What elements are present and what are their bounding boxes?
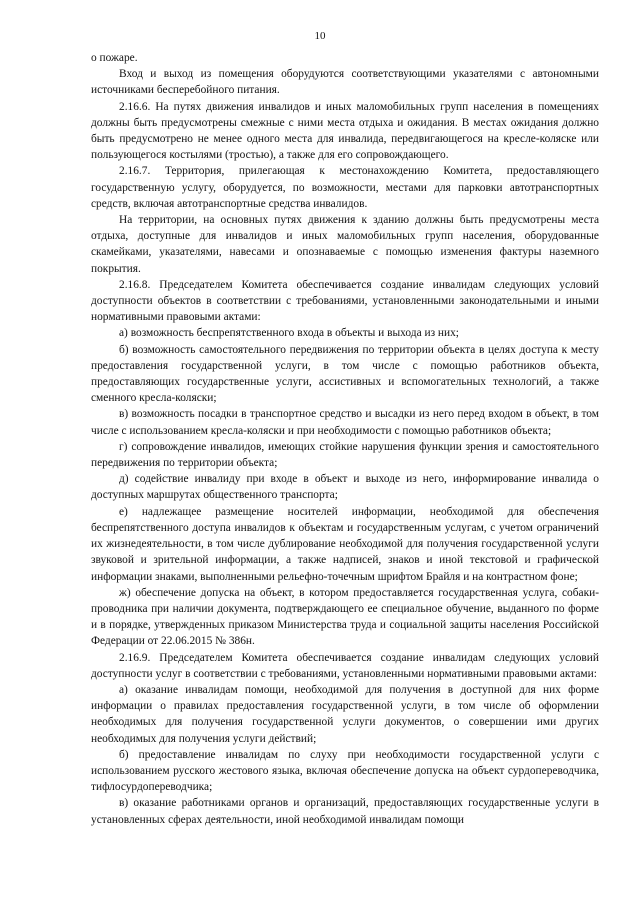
list-item-a: а) оказание инвалидам помощи, необходимой для получения в доступной для них форме информации о правилах предоставления государственной услуги, в том числе об оформлении необходимых для получения государственной услуги документов, о совершении ими других необходимых для получения услуги действий; <box>91 683 599 745</box>
paragraph-2-16-9: 2.16.9. Председателем Комитета обеспечивается создание инвалидам следующих условий доступности услуг в соответствии с требованиями, установленными нормативными правовыми актами: <box>91 651 599 680</box>
paragraph-2-16-6: 2.16.6. На путях движения инвалидов и иных маломобильных групп населения в помещениях должны быть предусмотрены смежные с ними места отдыха и ожидания. В местах ожидания должно быть предусмотрено не менее одного места для инвалида, передвигающегося на кресле-коляске или пользующегося костылями (тростью), а также для его сопровождающего. <box>91 100 599 162</box>
page-number: 10 <box>314 30 326 42</box>
paragraph: Вход и выход из помещения оборудуются соответствующими указателями с автономными источниками бесперебойного питания. <box>91 68 599 97</box>
list-item-g: г) сопровождение инвалидов, имеющих стойкие нарушения функции зрения и самостоятельного передвижения по территории объекта; <box>91 440 599 470</box>
list-item-zh: ж) обеспечение допуска на объект, в котором предоставляется государственная услуга, собаки-проводника при наличии документа, подтверждающего ее специальное обучение, выданного по форме и в порядке, утвержденных приказом Министерства труда и социальной защиты населения Российской Федерации от 22.06.2015 № 386н. <box>91 586 599 648</box>
list-item-a: а) возможность беспрепятственного входа в объекты и выхода из них; <box>119 327 459 340</box>
paragraph: На территории, на основных путях движения к зданию должны быть предусмотрены места отдыха, доступные для инвалидов и иных маломобильных групп населения, оборудованные скамейками, указателями, навесами и опознаваемые с помощью изменения фактуры наземного покрытия. <box>91 214 599 275</box>
document-body <box>91 50 599 828</box>
list-item-v: в) возможность посадки в транспортное средство и высадки из него перед входом в объект, в том числе с использованием кресла-коляски и при необходимости с помощью работников объекта; <box>91 408 599 437</box>
list-item-e: е) надлежащее размещение носителей информации, необходимой для обеспечения беспрепятственного доступа инвалидов к объектам и государственным услугам, с учетом ограничений их жизнедеятельности, в том числе дублирование необходимой для получения государственной услуги звуковой и зрительной информации, а также надписей, знаков и иной текстовой и графической информации знаками, выполненными рельефно-точечным шрифтом Брайля и на контрастном фоне; <box>91 505 599 583</box>
list-item-b: б) возможность самостоятельного передвижения по территории объекта в целях доступа к месту предоставления государственной услуги, в том числе с помощью работников объекта, предоставляющих государственные услуги, ассистивных и вспомогательных технологий, а также сменного кресла-коляски; <box>91 343 599 405</box>
paragraph-2-16-8: 2.16.8. Председателем Комитета обеспечивается создание инвалидам следующих условий доступности объектов в соответствии с требованиями, установленными законодательными и иными нормативными правовыми актами: <box>91 278 599 324</box>
paragraph-continuation: о пожаре. <box>91 52 138 64</box>
list-item-d: д) содействие инвалиду при входе в объект и выходе из него, информирование инвалида о доступных маршрутах общественного транспорта; <box>91 473 599 502</box>
list-item-b: б) предоставление инвалидам по слуху при необходимости государственной услуги с использованием русского жестового языка, включая обеспечение допуска на объект сурдопереводчика, тифлосурдопереводчика; <box>91 748 599 794</box>
list-item-v: в) оказание работниками органов и организаций, предоставляющих государственные услуги в установленных сферах деятельности, иной необходимой инвалидам помощи <box>91 797 599 826</box>
paragraph-2-16-7: 2.16.7. Территория, прилегающая к местонахождению Комитета, предоставляющего государственную услугу, оборудуется, по возможности, местами для парковки автотранспортных средств, включая автотранспортные средства инвалидов. <box>91 165 599 210</box>
